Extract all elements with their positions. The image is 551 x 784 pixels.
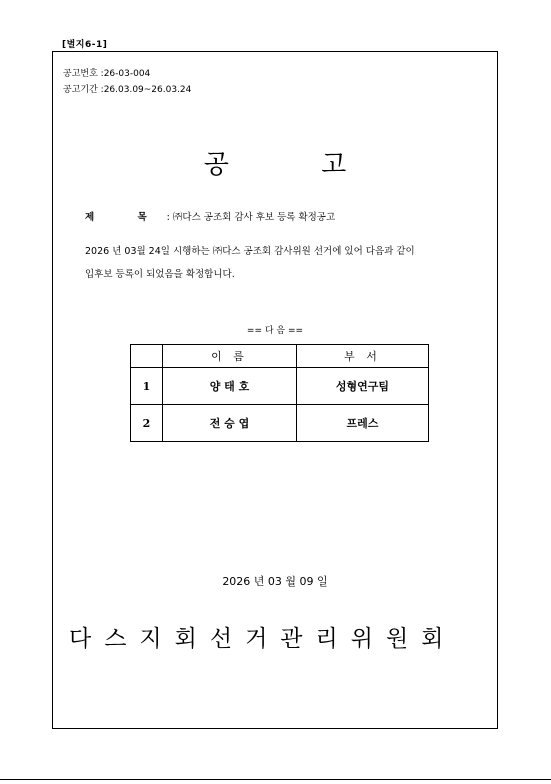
details-heading: == 다 음 == — [246, 326, 304, 336]
subject-line: 제 목: ㈜다스 공조회 감사 후보 등록 확정공고 — [85, 209, 335, 223]
page-bottom-divider — [0, 779, 551, 780]
page-title: 공 고 — [203, 150, 389, 180]
notice-number-value: 26-03-004 — [103, 69, 151, 79]
subject-text: ㈜다스 공조회 감사 후보 등록 확정공고 — [172, 212, 336, 223]
row-no: 1 — [131, 368, 163, 405]
row-dept: 성형연구팀 — [297, 368, 429, 405]
body-line-2: 입후보 등록이 되었음을 확정합니다. — [85, 269, 235, 280]
table-row — [131, 405, 429, 442]
notice-frame — [52, 51, 498, 729]
header-name: 이 름 — [163, 345, 297, 368]
notice-date: 2026 년 03 월 09 일 — [222, 575, 328, 588]
candidate-table — [130, 344, 429, 442]
notice-period: 공고기간 :26.03.09~26.03.24 — [63, 85, 192, 95]
table-row — [131, 368, 429, 405]
form-id: [별지6-1] — [62, 40, 108, 50]
subject-label: 제 목 — [85, 212, 167, 223]
notice-period-label: 공고기간 — [63, 85, 98, 95]
notice-period-value: 26.03.09~26.03.24 — [103, 85, 192, 95]
header-dept: 부 서 — [297, 345, 429, 368]
notice-number-label: 공고번호 — [63, 69, 98, 79]
row-no: 2 — [131, 405, 163, 442]
row-name: 전 승 엽 — [163, 405, 297, 442]
notice-number: 공고번호 :26-03-004 — [63, 69, 151, 79]
row-dept: 프레스 — [297, 405, 429, 442]
organization-name: 다스지회선거관리위원회 — [69, 626, 457, 652]
notice-body — [85, 240, 475, 286]
table-header-row — [131, 345, 429, 368]
body-line-1: 2026 년 03월 24일 시행하는 ㈜다스 공조회 감사위원 선거에 있어 다음과 같이 — [85, 246, 415, 257]
header-no — [131, 345, 163, 368]
row-name: 양 태 호 — [163, 368, 297, 405]
